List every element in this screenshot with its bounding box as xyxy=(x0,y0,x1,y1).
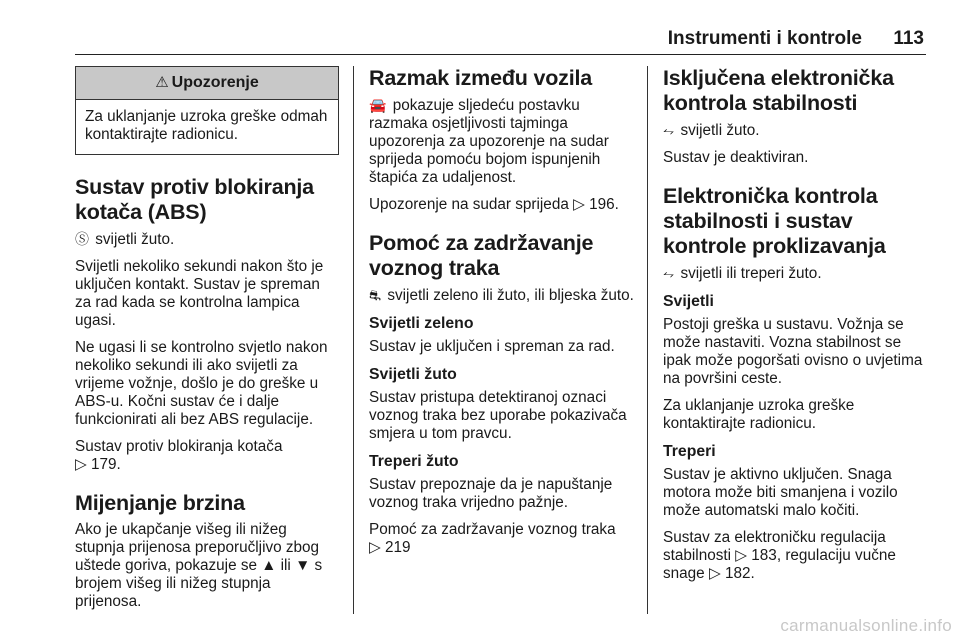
abs-heading: Sustav protiv blokiranja kotača (ABS) xyxy=(75,175,314,224)
header-title: Instrumenti i kontrole xyxy=(667,28,862,49)
warning-triangle-icon: ⚠ xyxy=(155,74,169,91)
esc-heading: Elektronička kontrola stabilnosti i sustav kontrole proklizavanja xyxy=(663,184,886,258)
esc-lit-heading: Svijetli xyxy=(663,293,714,310)
column-divider-2 xyxy=(647,66,648,614)
esc-off-icon-line: ⥊ svijetli žuto. xyxy=(663,122,760,139)
esc-ref-page-link[interactable]: 183, regulaciju vučne snage xyxy=(663,547,896,582)
lane-keep-icon: ⛐ xyxy=(369,287,382,303)
page-ref-arrow-icon: ▷ xyxy=(708,565,721,582)
tc-ref-page-link[interactable]: 182. xyxy=(724,565,755,582)
esc-lit-paragraph-2: Za uklanjanje uzroka greške kontaktirajte radionicu. xyxy=(663,397,855,432)
flash-yellow-paragraph: Sustav prepoznaje da je napuštanje voznog traka vrijedno pažnje. xyxy=(369,476,613,511)
flash-yellow-heading: Treperi žuto xyxy=(369,453,459,470)
lit-yellow-heading: Svijetli žuto xyxy=(369,366,457,383)
vehicle-distance-icon: 🚘 xyxy=(369,97,387,113)
esc-flash-heading: Treperi xyxy=(663,443,716,460)
lane-keep-paragraph: ⛐ svijetli zeleno ili žuto, ili bljeska žuto. xyxy=(369,287,634,304)
lit-green-paragraph: Sustav je uključen i spreman za rad. xyxy=(369,338,615,355)
lit-green-heading: Svijetli zeleno xyxy=(369,315,474,332)
distance-reference: Upozorenje na sudar sprijeda ▷ 196. xyxy=(369,196,619,213)
warning-text: Za uklanjanje uzroka greške odmah kontaktirajte radionicu. xyxy=(85,108,328,143)
gear-heading: Mijenjanje brzina xyxy=(75,491,245,515)
column-divider-1 xyxy=(353,66,354,614)
abs-warning-icon: Ⓢ xyxy=(75,231,89,247)
warning-title: Upozorenje xyxy=(171,74,259,91)
esc-off-paragraph: Sustav je deaktiviran. xyxy=(663,149,809,166)
lane-keep-reference: Pomoć za zadržavanje voznog traka ▷ 219 xyxy=(369,521,616,556)
esc-lit-paragraph-1: Postoji greška u sustavu. Vožnja se može nastaviti. Vozna stabilnost se ipak može pogoršati ovisno o uvjetima na površini ceste. xyxy=(663,316,923,387)
column-2 xyxy=(369,66,637,566)
lane-keep-heading: Pomoć za zadržavanje voznog traka xyxy=(369,231,594,280)
page-ref-arrow-icon: ▷ xyxy=(735,547,748,564)
esc-icon-line: ⥊ svijetli ili treperi žuto. xyxy=(663,265,822,282)
distance-ref-page-link[interactable]: 196. xyxy=(589,196,619,213)
esc-icon: ⥊ xyxy=(663,265,675,281)
lane-ref-page-link[interactable]: 219 xyxy=(385,539,411,556)
abs-reference: Sustav protiv blokiranja kotača ▷ 179. xyxy=(75,438,283,473)
esc-off-heading: Isključena elektronička kontrola stabilnosti xyxy=(663,66,894,115)
distance-paragraph: 🚘 pokazuje sljedeću postavku razmaka osjetljivosti tajminga upozorenja za upozorenje na sudar sprijeda pomoću bojom ispunjenih štapića za udaljenost. xyxy=(369,97,609,186)
page-ref-arrow-icon: ▷ xyxy=(573,196,585,213)
column-1 xyxy=(75,66,339,620)
distance-heading: Razmak između vozila xyxy=(369,66,593,90)
watermark: carmanualsonline.info xyxy=(780,616,952,635)
page-ref-arrow-icon: ▷ xyxy=(369,539,381,556)
abs-icon-line: Ⓢ svijetli žuto. xyxy=(75,231,175,248)
warning-box xyxy=(75,66,339,155)
esc-flash-paragraph-1: Sustav je aktivno uključen. Snaga motora može biti smanjena i vozilo može automatski malo kočiti. xyxy=(663,466,898,519)
abs-paragraph-2: Ne ugasi li se kontrolno svjetlo nakon nekoliko sekundi ili ako svijetli za vrijeme vožnje, došlo je do greške u ABS-u. Kočni sustav će i dalje funkcionirati ali bez ABS regulacije. xyxy=(75,339,328,428)
esc-off-icon: ⥊ xyxy=(663,122,675,138)
lit-yellow-paragraph: Sustav pristupa detektiranoj oznaci voznog traka bez uporabe pokazivača smjera u tom pravcu. xyxy=(369,389,627,442)
abs-paragraph-1: Svijetli nekoliko sekundi nakon što je uključen kontakt. Sustav je spreman za rad kada se kontrolna lampica ugasi. xyxy=(75,258,324,329)
header-rule xyxy=(75,54,926,55)
page-header xyxy=(75,28,926,52)
warning-header xyxy=(76,67,338,100)
esc-flash-paragraph-2: Sustav za elektroničku regulacija stabilnosti ▷ 183, regulaciju vučne snage ▷ 182. xyxy=(663,529,896,582)
abs-ref-page-link[interactable]: 179. xyxy=(91,456,121,473)
page-number: 113 xyxy=(893,28,924,49)
column-3 xyxy=(663,66,928,592)
gear-paragraph: Ako je ukapčanje višeg ili nižeg stupnja prijenosa preporučljivo zbog uštede goriva, pokazuje se ▲ ili ▼ s brojem višeg ili nižeg stupnja prijenosa. xyxy=(75,521,323,610)
page-ref-arrow-icon: ▷ xyxy=(75,456,87,473)
